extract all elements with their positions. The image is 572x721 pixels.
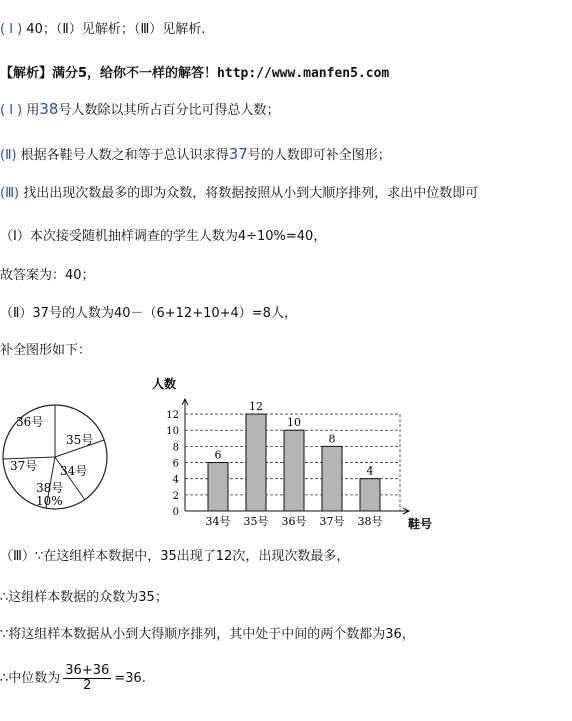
solution-line-1: （Ⅰ）本次接受随机抽样调查的学生人数为4÷10%=40，: [0, 229, 327, 244]
hint-2-post: 号的人数即可补全图形；: [247, 148, 391, 163]
hint-3-pre: 找出出现次数最多的即为众数，将数据按照从小到大顺序排列，求出中位数即可: [19, 186, 479, 201]
hint-2-marker: (Ⅱ): [0, 148, 17, 163]
bar-value-label: 4: [366, 464, 374, 478]
y-tick-label: 2: [172, 490, 179, 502]
analysis-title: 【解析】满分5，给你不一样的解答！: [0, 66, 218, 81]
y-tick-label: 10: [166, 426, 179, 438]
answer-marker: ( I ): [0, 22, 23, 37]
pie-label-34: 34号: [60, 464, 88, 478]
y-tick-label: 12: [166, 410, 179, 422]
figure: [0, 374, 572, 538]
x-axis-label: 鞋号: [408, 517, 433, 531]
bar: [208, 463, 228, 511]
hint-2-pre: 根据各鞋号人数之和等于总认识求得: [16, 148, 229, 163]
hint-1: [0, 101, 280, 119]
solution-line-6: ∴这组样本数据的众数为35；: [0, 590, 168, 605]
bar-value-label: 10: [287, 416, 301, 430]
hint-1-pre: 用: [22, 103, 40, 118]
bar-value-label: 8: [328, 432, 336, 446]
y-tick-label: 4: [172, 474, 179, 486]
x-tick-label: 36号: [281, 515, 307, 528]
y-tick-label: 6: [172, 458, 179, 470]
median-numerator: 36+36: [65, 663, 110, 678]
bar-value-label: 6: [214, 448, 222, 462]
hint-3-marker: (Ⅲ): [0, 186, 20, 201]
hint-1-marker: ( I ): [0, 103, 23, 118]
hint-2: [0, 146, 391, 164]
bar: [322, 446, 342, 511]
hint-1-post: 号人数除以其所占百分比可得总人数；: [58, 103, 280, 118]
pie-chart: [3, 405, 107, 509]
bar-chart: [152, 376, 432, 531]
bar-value-label: 12: [249, 400, 263, 414]
bar: [246, 414, 266, 511]
hint-1-num: 38: [39, 100, 59, 118]
solution-line-3: （Ⅱ）37号的人数为40－（6+12+10+4）=8人，: [0, 306, 297, 321]
pie-label-36: 36号: [16, 415, 44, 429]
solution-line-7: ∵将这组样本数据从小到大得顺序排列，其中处于中间的两个数都为36，: [0, 627, 415, 642]
median-denominator: 2: [83, 678, 92, 693]
pie-label-pct: 10%: [36, 494, 63, 508]
answer-text: 40；（Ⅱ）见解析；（Ⅲ）见解析.: [22, 22, 206, 37]
solution-line-2: 故答案为：40；: [0, 268, 95, 283]
x-tick-label: 37号: [319, 515, 345, 528]
x-tick-label: 35号: [243, 515, 269, 528]
median-prefix: ∴中位数为: [0, 671, 61, 686]
solution-line-8: [0, 664, 146, 693]
hint-2-num: 37: [228, 145, 248, 163]
bar: [360, 479, 380, 511]
median-fraction: [63, 664, 111, 693]
y-axis-label: 人数: [152, 377, 177, 391]
y-tick-label: 8: [172, 442, 179, 454]
answer-line: [0, 22, 205, 38]
pie-label-38: 38号: [36, 481, 64, 495]
median-suffix: =36.: [114, 671, 146, 686]
analysis-url: http://www.manfen5.com: [217, 66, 390, 81]
pie-label-37: 37号: [10, 459, 38, 473]
solution-line-4: 补全图形如下：: [0, 343, 92, 358]
pie-label-35: 35号: [66, 433, 94, 447]
x-tick-label: 38号: [357, 515, 383, 528]
x-tick-label: 34号: [205, 515, 231, 528]
analysis-header: [0, 66, 389, 82]
hint-3: [0, 186, 478, 202]
bar: [284, 430, 304, 511]
y-tick-label: 0: [172, 507, 179, 518]
figure-svg: [0, 374, 572, 534]
solution-line-5: （Ⅲ）∵在这组样本数据中，35出现了12次，出现次数最多，: [0, 549, 350, 564]
